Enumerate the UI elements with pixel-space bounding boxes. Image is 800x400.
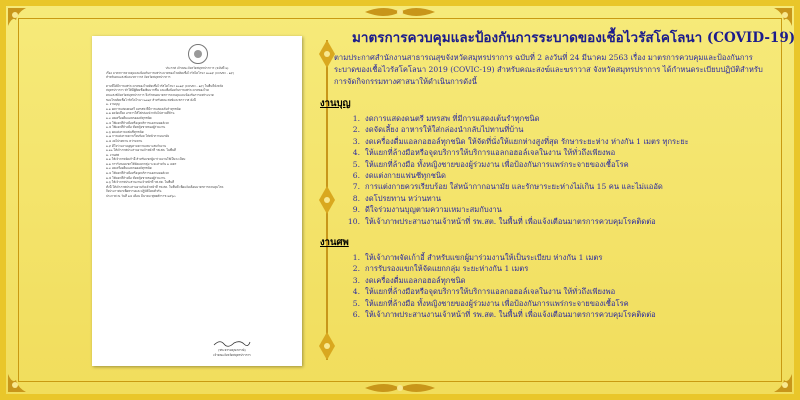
- vertical-divider-ornament-icon: [318, 40, 336, 360]
- announcement-document-image: [92, 36, 302, 366]
- document-line: ๑.๒ งดจัดเลี้ยง อาหารให้ใส่กล่องนำกลับไปทานที่บ้าน: [106, 111, 175, 116]
- item-text: ให้เจ้าภาพจัดเก้าอี้ สำหรับแขกผู้มาร่วมงานให้เป็นระเบียบ ห่างกัน 1 เมตร: [365, 253, 603, 263]
- item-text: ดีใจร่วมงานบุญตามความเหมาะสมกับงาน: [365, 205, 502, 215]
- document-body: [106, 66, 288, 199]
- list-item: [346, 286, 786, 297]
- list-item: [346, 216, 786, 227]
- document-line: ๑.๔ ให้แยกที่ล้างมือหรือจุดบริการแอลกอฮอล์เจล: [106, 120, 169, 125]
- intro-paragraph: ตามประกาศสำนักงานสาธารณสุขจังหวัดสมุทรปราการ ฉบับที่ 2 ลงวันที่ 24 มีนาคม 2563 เรื่อง มาตรการควบคุมและป้องกันการระบาดของเชื้อไวรัสโคโลนา 2019 (COVIC-19) สำหรับคณะสงฆ์และฆราวาส จังหวัดสมุทรปราการ ได้กำหนดระเบียบปฏิบัติสำหรับการจัดกิจกรรมทางศาสนาให้ดำเนินการดังนี้: [334, 53, 763, 86]
- item-number: 2.: [352, 264, 360, 274]
- document-signature-block: [202, 338, 262, 358]
- item-number: 8.: [352, 193, 360, 203]
- signer-title: เจ้าคณะจังหวัดสมุทรปราการ: [213, 353, 251, 357]
- document-line: ๒.๖ ให้เจ้าภาพประสานงานเจ้าหน้าที่ รพ.สต. ในพื้นที่: [106, 180, 175, 185]
- item-number: 5.: [352, 298, 360, 308]
- funeral-measures-list: [346, 252, 786, 320]
- item-text: งดแต่งกายแฟนซีทุกชนิด: [365, 171, 446, 181]
- section-heading: งานศพ: [320, 237, 349, 249]
- document-line: ๑. งานบุญ: [106, 102, 120, 107]
- list-item: [346, 181, 786, 192]
- list-item: [346, 204, 786, 215]
- document-line: คณะสงฆ์จังหวัดสมุทรปราการ จึงกำหนดมาตรการควบคุมและป้องกันการแพร่ระบาด: [106, 92, 214, 97]
- item-text: ให้แยกที่ล้างมือ ทั้งหญิงชายของผู้ร่วมงาน เพื่อป้องกันการแพร่กระจายของเชื้อโรค: [365, 159, 629, 169]
- item-number: 10.: [347, 216, 360, 226]
- document-line: ของโรคติดเชื้อไวรัสโคโรนา ๒๐๑๙ สำหรับคณะสงฆ์และฆราวาส ดังนี้: [106, 97, 196, 102]
- measures-panel: [320, 26, 796, 321]
- document-line: ๒.๔ ให้แยกที่ล้างมือหรือจุดบริการแอลกอฮอล์เจล: [106, 171, 169, 176]
- item-text: งดจัดเลี้ยง อาหารให้ใส่กล่องนำกลับไปทานที่บ้าน: [365, 125, 524, 135]
- item-number: 1.: [352, 114, 360, 123]
- corner-ornament-icon: [6, 6, 36, 36]
- document-line: ๑.๕ ให้แยกที่ล้างมือ ทั้งหญิงชายของผู้ร่วมงาน: [106, 125, 166, 130]
- item-text: งดการแสดงดนตรี มหรสพ ที่มีการแสดงเต้นรำทุกชนิด: [365, 114, 540, 123]
- list-item: [346, 252, 786, 263]
- item-text: ให้เจ้าภาพประสานงานเจ้าหน้าที่ รพ.สต. ในพื้นที่ เพื่อแจ้งเตือนมาตรการควบคุมโรคติดต่อ: [365, 310, 656, 320]
- section-heading: งานบุญ: [320, 98, 351, 109]
- document-line: ๑.๑ งดการแสดงดนตรี มหรสพ ที่มีการแสดงเต้นรำทุกชนิด: [106, 106, 181, 111]
- document-line: ๒.๑ ให้เจ้าภาพจัดเก้าอี้ สำหรับแขกผู้มาร่วมงานให้เป็นระเบียบ: [106, 157, 186, 162]
- document-subject: เรื่อง มาตรการควบคุมและป้องกันการแพร่ระบาดของโรคติดเชื้อไวรัสโคโรนา ๒๐๑๙ (COVID - ๑๙): [106, 70, 235, 75]
- emblem-icon: [188, 44, 208, 64]
- document-line: ๑.๖ งดแต่งกายแฟนซีทุกชนิด: [106, 129, 144, 134]
- item-text: งดเครื่องดื่มแอลกอฮอล์ทุกชนิด ให้จัดที่นั่งให้แยกห่างสูงที่สุด รักษาระยะห่าง ห่างกัน 1 เมตร ทุกระยะ: [365, 136, 689, 146]
- item-number: 3.: [352, 136, 360, 146]
- merit-measures-list: [346, 113, 786, 227]
- list-item: [346, 124, 786, 135]
- list-item: [346, 170, 786, 181]
- list-item: [346, 159, 786, 170]
- document-line: ทั้งนี้ ให้เจ้าภาพประสานงานกับเจ้าหน้าที่ รพ.สต. ในพื้นที่ เพื่อแจ้งเตือนมาตรการควบคุมโรค: [106, 184, 224, 189]
- item-text: งดเครื่องดื่มแอลกอฮอล์ทุกชนิด: [365, 275, 466, 285]
- item-text: งดโปรยทาน หว่านทาน: [365, 193, 442, 203]
- document-line: ๑.๙ ดีใจร่วมงานบุญตามความเหมาะสมกับงาน: [106, 143, 167, 148]
- list-item: [346, 298, 786, 309]
- item-number: 6.: [352, 310, 360, 320]
- list-item: [346, 147, 786, 158]
- section-funeral-events: [320, 235, 786, 320]
- document-line: สมุทรปราการ ทำให้มีผู้ติดเชื้อเพิ่มมากขึ้น และเพื่อป้องกันการแพร่ระบาดของโรค: [106, 88, 209, 93]
- corner-ornament-icon: [6, 364, 36, 394]
- item-number: 3.: [352, 275, 360, 285]
- document-line: ๒.๕ ให้แยกที่ล้างมือ ทั้งหญิงชายของผู้ร่วมงาน: [106, 175, 166, 180]
- document-line: ประกาศ ณ วันที่ ๒๔ เดือน มีนาคม พุทธศักราช ๒๕๖๓: [106, 194, 176, 199]
- list-item: [346, 263, 786, 274]
- signer-name: (พระธรรมคุณาภรณ์): [218, 348, 246, 352]
- page-title: มาตรการควบคุมและป้องกันการระบาดของเชื้อไวรัสโคโลนา (COVID-19): [352, 30, 796, 46]
- document-line: ๒. งานศพ: [106, 152, 119, 157]
- document-line: ๑.๑๐ ให้เจ้าภาพประสานงานเจ้าหน้าที่ รพ.สต. ในพื้นที่: [106, 148, 176, 153]
- document-line: ๑.๓ งดเครื่องดื่มแอลกอฮอล์ทุกชนิด: [106, 115, 152, 120]
- item-text: ให้แยกที่ล้างมือหรือจุดบริการให้บริการแอลกอฮอล์เจลในงาน ให้ทั่วถึงเพียงพอ: [365, 148, 616, 158]
- item-number: 6.: [352, 171, 360, 181]
- item-number: 7.: [352, 182, 360, 192]
- item-text: ให้แยกที่ล้างมือ ทั้งหญิงชายของผู้ร่วมงาน เพื่อป้องกันการแพร่กระจายของเชื้อโรค: [365, 298, 629, 308]
- section-merit-events: [320, 96, 786, 227]
- item-number: 9.: [352, 205, 360, 215]
- signature-image: [202, 338, 262, 348]
- item-text: ให้แยกที่ล้างมือหรือจุดบริการให้บริการแอลกอฮอล์เจลในงาน ให้ทั่วถึงเพียงพอ: [365, 287, 616, 297]
- item-number: 4.: [352, 148, 360, 158]
- item-number: 5.: [352, 159, 360, 169]
- item-text: การรับรองแขกให้จัดแยกกลุ่ม ระยะห่างกัน 1 เมตร: [365, 264, 529, 274]
- list-item: [346, 309, 786, 320]
- document-line: ๒.๓ งดเครื่องดื่มแอลกอฮอล์ทุกชนิด: [106, 166, 152, 171]
- document-line: ๑.๘ งดโปรยทาน หว่านทาน: [106, 138, 143, 143]
- item-number: 4.: [352, 287, 360, 297]
- document-line: ตามที่ได้มีการแพร่ระบาดของโรคติดเชื้อไวรัสโคโรนา ๒๐๑๙ (COVID - ๑๙) ในพื้นที่จังหวัด: [106, 83, 224, 88]
- item-number: 2.: [352, 125, 360, 135]
- list-item: [346, 193, 786, 204]
- document-line: ๒.๒ การรับรองแขกให้จัดแยกกลุ่ม ระยะห่างกัน ๑ เมตร: [106, 161, 177, 166]
- list-item: [346, 136, 786, 147]
- document-audience: สำหรับคณะสงฆ์และฆราวาส จังหวัดสมุทรปราการ: [106, 75, 171, 80]
- bottom-ornament-icon: [365, 380, 435, 396]
- top-ornament-icon: [365, 4, 435, 20]
- item-text: ให้เจ้าภาพประสานงานเจ้าหน้าที่ รพ.สต. ในพื้นที่ เพื่อแจ้งเตือนมาตรการควบคุมโรคติดต่อ: [365, 216, 656, 226]
- item-number: 1.: [352, 253, 360, 263]
- list-item: [346, 275, 786, 286]
- document-line: จึงประกาศมาเพื่อทราบและปฏิบัติโดยทั่วกัน: [106, 189, 162, 194]
- corner-ornament-icon: [764, 364, 794, 394]
- document-line: ๑.๗ การแต่งกายควรเรียบร้อย ใส่หน้ากากอนามัย: [106, 134, 170, 139]
- item-text: การแต่งกายควรเรียบร้อย ใส่หน้ากากอนามัย และรักษาระยะห่างไม่เกิน 15 คน และไม่แออัด: [365, 182, 663, 192]
- document-header: ประกาศ เจ้าคณะจังหวัดสมุทรปราการ (ฉบับที่ ๒): [165, 66, 229, 70]
- list-item: [346, 113, 786, 124]
